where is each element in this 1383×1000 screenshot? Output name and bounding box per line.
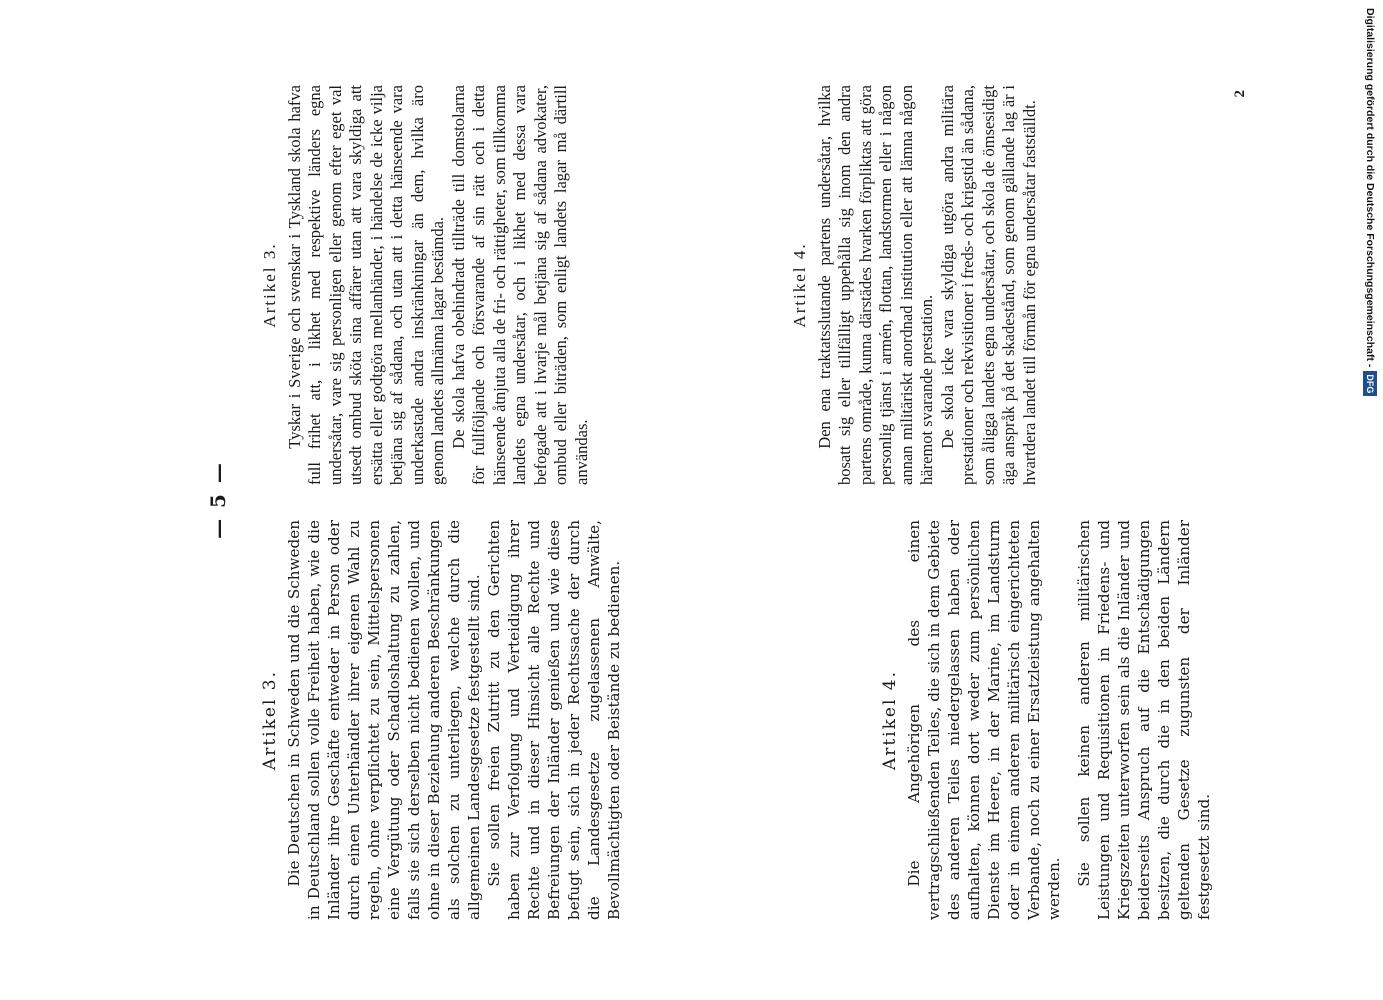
german-article-4-paragraph-2: Sie sollen keinen anderen militärischen Leistungen und Requisitionen in Friedens- und Kriegszeiten unterworfen sein als die Inländer und beiderseits Anspruch auf die Entschädigungen besitzen, die durch die in den beiden Ländern geltenden Gesetze zugunsten der Inländer festgesetzt sind. [1075, 520, 1213, 920]
german-article-3-heading: Artikel 3. [260, 669, 280, 771]
swedish-article-3-paragraph-2: De skola hafva obehindradt tillträde till domstolarna för fullföljande och försvarande af sin rätt och i detta hänseende åtnjuta alla de fri- och rättigheter, som tillkomma landets egna undersåtar, och i likhet med dessa vara befogade att i hvarje mål betjäna sig af sådana advokater, ombud eller biträden, som enligt landets lagar må därtill användas. [448, 85, 591, 485]
swedish-article-4 [790, 85, 1040, 485]
dfg-logo: DFG [1363, 371, 1377, 396]
swedish-article-4-paragraph-2: De skola icke vara skyldiga utgöra andra militära prestationer och rekvisitioner i freds- och krigstid än sådana, som åligga landets egna undersåtar, och skola de ömsesidigt äga anspråk på det skadestånd, som genom gällande lag är i hvartdera landet till förmån för egna undersåtar fastställdt. [937, 85, 1039, 485]
german-article-3 [260, 520, 624, 920]
german-article-3-paragraph-1: Die Deutschen in Schweden und die Schweden in Deutschland sollen volle Freiheit haben, wie die Inländer ihre Geschäfte entweder in Person oder durch einen Unterhändler ihrer eigenen Wahl zu regeln, ohne verpflichtet zu sein, Mittelspersonen eine Vergütung oder Schadloshaltung zu zahlen, falls sie sich derselben nicht bedienen wollen, und ohne in dieser Beziehung anderen Beschränkungen als solchen zu unterliegen, welche durch die allgemeinen Landesgesetze festgestellt sind. [285, 520, 483, 920]
german-article-4-paragraph-1: Die Angehörigen des einen vertragschließenden Teiles, die sich in dem Gebiete des anderen Teiles niedergelassen haben oder aufhalten, können dort weder zum persönlichen Dienste im Heere, in der Marine, im Landsturm oder in einem anderen militärisch eingerichteten Verbande, noch zu einer Ersatzleistung angehalten werden. [905, 520, 1063, 920]
german-article-4-heading: Artikel 4. [880, 669, 900, 771]
swedish-article-4-paragraph-1: Den ena traktatsslutande partens undersåtar, hvilka bosatt sig eller tillfälligt uppehålla sig inom den andra partens område, kunna därstädes hvarken förpliktas att göra personlig tjänst i armén, flottan, landstormen eller i någon annan militäriskt anordnad institution eller att lämna någon häremot svarande prestation. [814, 85, 936, 485]
swedish-article-3-paragraph-1: Tyskar i Sverige och svenskar i Tyskland skola hafva full frihet att, i likhet med respektive länders egna undersåtar, vare sig personligen eller genom efter eget val utsedt ombud sköta sina affärer utan att vara skyldiga att ersätta eller godtgöra mellanhänder, i händelse de icke vilja betjäna sig af sådana, och utan att i detta hänseende vara underkastade andra inskränkningar än dem, hvilka äro genom landets allmänna lagar bestämda. [284, 85, 447, 485]
digitization-credit [1362, 8, 1378, 992]
swedish-article-4-heading: Artikel 4. [790, 242, 809, 328]
swedish-article-3 [260, 85, 592, 485]
page-number: — 5 — [206, 461, 230, 539]
german-article-4 [880, 520, 1214, 920]
sheet-signature: 2 [1232, 90, 1248, 98]
german-article-3-paragraph-2: Sie sollen freien Zutritt zu den Gerichten haben zur Verfolgung und Verteidigung ihrer Rechte und in dieser Hinsicht alle Rechte und Befreiungen der Inländer genießen und wie diese befugt sein, sich in jeder Rechtssache der durch die Landesgesetze zugelassenen Anwälte, Bevollmächtigten oder Beistände zu bedienen. [485, 520, 623, 920]
swedish-article-3-heading: Artikel 3. [260, 242, 279, 328]
rotated-document-page [190, 60, 1360, 940]
digitization-credit-text: Digitalisierung gefördert durch die Deutsche Forschungsgemeinschaft - [1364, 8, 1376, 368]
